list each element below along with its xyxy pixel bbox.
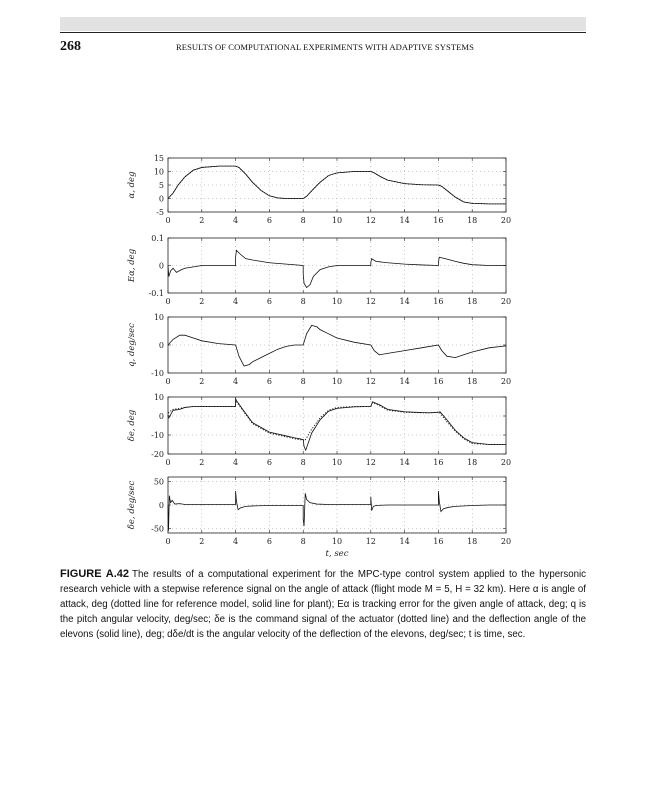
x-tick-label: 4 [233, 297, 239, 306]
x-tick-label: 0 [165, 377, 171, 386]
x-tick-label: 0 [165, 297, 171, 306]
y-axis-label: Eα, deg [127, 248, 137, 283]
y-axis-label: α, deg [127, 171, 137, 199]
x-tick-label: 0 [165, 537, 171, 546]
figure-label: FIGURE A.42 [60, 568, 130, 580]
y-tick-label: -0.1 [148, 289, 164, 298]
x-tick-label: 10 [331, 458, 343, 467]
x-tick-label: 2 [199, 377, 205, 386]
x-tick-label: 6 [266, 537, 272, 546]
x-tick-label: 2 [199, 537, 205, 546]
x-tick-label: 4 [233, 377, 239, 386]
x-tick-label: 10 [331, 377, 343, 386]
x-axis-label: t, sec [325, 549, 349, 559]
y-tick-label: 0.1 [151, 234, 164, 243]
x-tick-label: 8 [300, 216, 306, 225]
y-tick-label: 10 [153, 313, 164, 322]
y-tick-label: -50 [151, 524, 164, 534]
y-tick-label: 5 [158, 181, 164, 190]
page-number: 268 [60, 39, 81, 54]
x-tick-label: 18 [467, 297, 478, 306]
figure-caption [60, 567, 586, 642]
x-tick-label: 12 [365, 377, 376, 386]
x-tick-label: 2 [199, 297, 205, 306]
x-tick-label: 6 [266, 377, 272, 386]
y-axis-label: q, deg/sec [127, 323, 137, 367]
x-tick-label: 6 [266, 458, 272, 467]
y-tick-label: 0 [158, 194, 164, 204]
x-tick-label: 6 [266, 297, 272, 306]
x-tick-label: 4 [233, 458, 239, 467]
x-tick-label: 20 [500, 297, 512, 306]
y-tick-label: -20 [151, 450, 164, 459]
x-tick-label: 2 [199, 216, 205, 225]
x-tick-label: 16 [433, 458, 444, 467]
x-tick-label: 12 [365, 297, 376, 306]
x-tick-label: 8 [300, 297, 306, 306]
x-tick-label: 18 [467, 377, 478, 386]
x-tick-label: 14 [399, 377, 410, 386]
y-tick-label: 50 [153, 477, 164, 487]
x-tick-label: 14 [399, 216, 410, 225]
x-tick-label: 16 [433, 537, 444, 546]
x-tick-label: 8 [300, 537, 306, 546]
y-tick-label: 0 [158, 261, 164, 271]
x-tick-label: 16 [433, 216, 444, 225]
y-tick-label: -10 [151, 369, 164, 378]
x-tick-label: 20 [500, 377, 512, 386]
y-axis-label: δ̇e, deg/sec [127, 480, 137, 530]
plant-series-line [168, 491, 506, 531]
x-tick-label: 18 [467, 216, 478, 225]
x-tick-label: 10 [331, 216, 343, 225]
caption-text: The results of a computational experiment for the MPC-type control system applied to the hypersonic research vehicle with a stepwise reference signal on the angle of attack (flight mode M = 5, H = 32 km). Here α is angle of attack, deg (dotted line for reference model, solid line for plant); Eα is tracking error for the given angle of attack, deg; q is the pitch angular velocity, deg/sec; δe is the command signal of the actuator (dotted line) and the deflection angle of the elevons (solid line), deg; dδe/dt is the angular velocity of the deflection of the elevons, deg/sec; t is time, sec. [60, 569, 586, 640]
x-tick-label: 4 [233, 537, 239, 546]
x-tick-label: 8 [300, 458, 306, 467]
x-tick-label: 6 [266, 216, 272, 225]
running-title: RESULTS OF COMPUTATIONAL EXPERIMENTS WITH ADAPTIVE SYSTEMS [176, 42, 474, 52]
y-tick-label: 0 [158, 501, 164, 510]
x-tick-label: 12 [365, 537, 376, 546]
y-tick-label: 15 [153, 154, 164, 163]
x-tick-label: 16 [433, 297, 444, 306]
x-tick-label: 0 [165, 216, 171, 225]
plant-series-line [168, 399, 506, 450]
x-tick-label: 20 [500, 537, 512, 546]
x-tick-label: 20 [500, 458, 512, 467]
y-tick-label: 0 [158, 412, 164, 421]
x-tick-label: 14 [399, 297, 410, 306]
x-tick-label: 10 [331, 297, 343, 306]
x-tick-label: 14 [399, 537, 410, 546]
x-tick-label: 20 [500, 216, 512, 225]
x-tick-label: 10 [331, 537, 343, 546]
x-tick-label: 14 [399, 458, 410, 467]
y-tick-label: 0 [158, 341, 164, 350]
y-tick-label: -10 [151, 431, 164, 440]
y-tick-label: 10 [153, 393, 164, 402]
y-tick-label: 10 [153, 167, 164, 177]
x-tick-label: 18 [467, 458, 478, 467]
x-tick-label: 16 [433, 377, 444, 386]
x-tick-label: 2 [199, 458, 205, 467]
y-axis-label: δe, deg [127, 409, 137, 442]
x-tick-label: 12 [365, 216, 376, 225]
y-tick-label: -5 [156, 208, 164, 217]
x-tick-label: 4 [233, 216, 239, 225]
x-tick-label: 0 [165, 458, 171, 467]
x-tick-label: 8 [300, 377, 306, 386]
plant-series-line [168, 250, 506, 287]
x-tick-label: 18 [467, 537, 478, 546]
x-tick-label: 12 [365, 458, 376, 467]
